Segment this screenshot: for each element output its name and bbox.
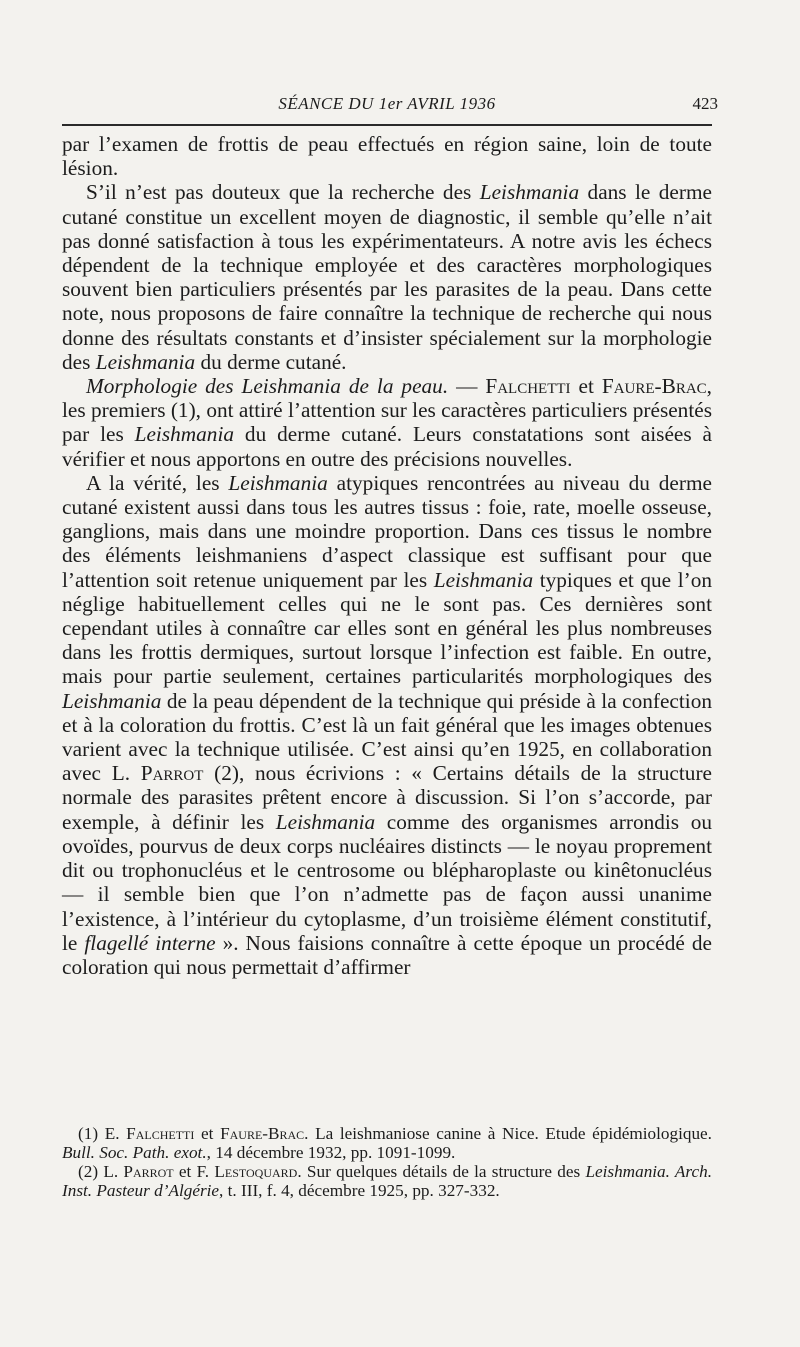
text-run: (2), nous écrivions : « Certains détails de la structure normale des parasites prêtent encore à discussion. Si l’on s’accorde, par exemple, à définir les <box>62 761 712 834</box>
text-run: (1) E. <box>78 1124 127 1143</box>
italic-text: Morphologie des Leishmania de la peau. <box>86 374 449 399</box>
text-run: du derme cutané. Leurs constatations sont aisées à vérifier et nous apportons en outre des précisions nouvelles. <box>62 422 712 471</box>
body-text <box>62 132 712 979</box>
footnotes <box>62 1124 712 1200</box>
italic-text: Leishmania <box>134 422 235 447</box>
paragraph <box>62 180 712 374</box>
author-name: Lestoquard <box>214 1162 298 1181</box>
author-name: Parrot <box>123 1162 174 1181</box>
paragraph <box>62 471 712 979</box>
italic-text: Leishmania <box>95 349 196 374</box>
italic-text: Leishmania <box>62 688 162 713</box>
text-run: A la vérité, les <box>86 470 229 495</box>
author-name: Falchetti <box>126 1124 195 1143</box>
text-run: typiques et que l’on néglige habituellement celles qui ne le sont pas. Ces dernières sont cependant utiles à connaître car elles sont en général les plus nombreuses dans les frottis dermiques, surtout lorsque l’infection est faible. En outre, mais pour partie seulement, certaines particularités morphologiques des <box>62 567 713 689</box>
text-run: du derme cutané. <box>195 349 347 374</box>
italic-text: Leishmania <box>275 809 376 834</box>
author-name: Faure-Brac <box>601 374 707 399</box>
text-run: et F. <box>173 1162 215 1181</box>
footnote <box>62 1162 712 1200</box>
text-run: de la peau dépendent de la technique qui préside à la confection et à la coloration du frottis. C’est là un fait général que les images obtenues varient avec la technique utilisée. C’est ainsi qu’en 1925, en collaboration avec L. <box>62 688 712 786</box>
running-title: SÉANCE DU 1er AVRIL 1936 <box>278 94 496 113</box>
text-run: (2) L. <box>78 1162 124 1181</box>
italic-text: Leishmania <box>433 567 534 592</box>
author-name: Faure-Brac <box>220 1124 305 1143</box>
italic-text: Leishmania. Arch. Inst. Pasteur d’Algérie <box>62 1162 712 1200</box>
text-run: atypiques rencontrées au niveau du derme cutané existent aussi dans tous les autres tissus : foie, rate, moelle osseuse, ganglions, mais dans une moindre proportion. Dans ces tissus le nombre des éléments leishmaniens d’aspect classique est suffisant pour que l’attention soit retenue uniquement par les <box>62 470 712 592</box>
text-run: et <box>194 1124 221 1143</box>
text-run: comme des organismes arrondis ou ovoïdes, pourvus de deux corps nucléaires distincts — le noyau proprement dit ou trophonucléus et le centrosome ou blépharoplaste ou kinêtonucléus — il semble bien que l’on n’admette pas de façon aussi unanime l’existence, à l’intérieur du cytoplasme, d’un troisième élément constitutif, le <box>62 809 712 955</box>
text-run: — <box>448 374 486 399</box>
text-run: ». Nous faisions connaître à cette époque un procédé de coloration qui nous permettait d’affirmer <box>62 930 712 979</box>
paragraph <box>62 132 712 180</box>
text-run: dans le derme cutané constitue un excellent moyen de diagnostic, il semble qu’elle n’ait pas donné satisfaction à tous les expérimentateurs. A notre avis les échecs dépendent de la technique employée et des caractères morphologiques souvent bien particuliers présentés par les parasites de la peau. Dans cette note, nous proposons de faire connaître la technique de recherche qui nous donne des résultats constants et d’insister spécialement sur la morphologie des <box>62 180 712 374</box>
paragraph <box>62 374 712 471</box>
italic-text: Leishmania <box>228 470 328 495</box>
author-name: Parrot <box>140 761 204 786</box>
text-run: S’il n’est pas douteux que la recherche des <box>86 180 480 205</box>
italic-text: flagellé interne <box>84 930 216 955</box>
running-header <box>62 90 718 118</box>
text-run: . La leishmaniose canine à Nice. Etude épidémiologique. <box>304 1124 712 1143</box>
text-run: , 14 décembre 1932, pp. 1091-1099. <box>206 1143 456 1162</box>
author-name: Falchetti <box>485 374 571 399</box>
text-run: par l’examen de frottis de peau effectués en région saine, loin de toute lésion. <box>62 132 712 181</box>
italic-text: Leishmania <box>479 180 580 205</box>
text-run: et <box>570 374 602 399</box>
text-run: , les premiers (1), ont attiré l’attention sur les caractères particuliers présentés par les <box>62 374 712 447</box>
footnote <box>62 1124 712 1162</box>
text-run: . Sur quelques détails de la structure des <box>297 1162 586 1181</box>
header-rule <box>62 124 712 126</box>
italic-text: Bull. Soc. Path. exot. <box>62 1143 207 1162</box>
page-number: 423 <box>692 94 718 113</box>
text-run: , t. III, f. 4, décembre 1925, pp. 327-332. <box>219 1181 500 1200</box>
